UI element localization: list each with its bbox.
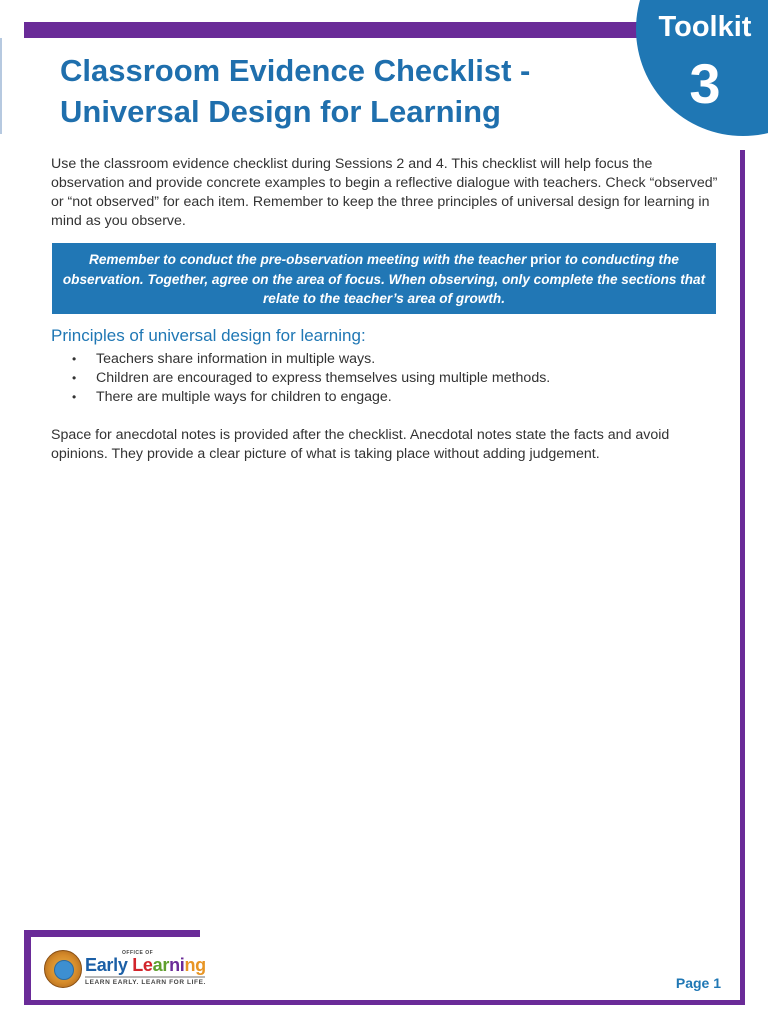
principles-heading: Principles of universal design for learning: [51,326,366,345]
right-border [740,150,745,1005]
logo-word-early: Early [85,955,133,975]
left-margin-rule [0,38,2,134]
logo-word-part: Le [132,955,153,975]
list-item [51,388,711,407]
logo-word-part: ar [152,955,170,975]
logo-word-part: ni [169,955,185,975]
page-title-line-2: Universal Design for Learning [60,94,501,129]
logo-word-part: ng [184,955,206,975]
seal-center [54,960,74,980]
page-number: Page 1 [675,975,721,991]
bottom-border [24,1000,745,1005]
logo-tagline: LEARN EARLY. LEARN FOR LIFE. [85,979,206,986]
footer-frame-top [24,930,200,937]
principles-list [51,350,711,407]
bullet-icon: • [72,352,77,366]
logo-rule [85,976,205,978]
callout-text-before: Remember to conduct the pre-observation meeting with the teacher [89,252,531,267]
list-item [51,369,711,388]
footer-frame-left [24,930,31,1005]
toolkit-badge-label: Toolkit [658,11,752,43]
toolkit-badge-number: 3 [689,52,721,115]
reminder-callout [52,243,716,314]
page-title-line-1: Classroom Evidence Checklist - [60,53,531,88]
logo-wordmark [85,955,206,975]
list-item-text: Children are encouraged to express themselves using multiple methods. [96,370,551,386]
state-seal-icon [44,950,82,988]
callout-text-after: to conducting the observation. Together, agree on the area of focus. When observing, only complete the sections that relate to the teacher’s area of growth. [62,252,706,306]
page-title [60,50,630,132]
early-learning-logo [44,948,214,992]
intro-paragraph: Use the classroom evidence checklist during Sessions 2 and 4. This checklist will help focus the observation and provide concrete examples to begin a reflective dialogue with teachers. Check “observed” or “not observed” for each item. Remember to keep the three principles of universal design for learning in mind as you observe. [51,156,718,229]
callout-emphasis: prior [530,252,562,267]
bullet-icon: • [72,371,77,385]
bullet-icon: • [72,390,77,404]
list-item-text: Teachers share information in multiple ways. [96,351,376,367]
list-item-text: There are multiple ways for children to engage. [96,389,392,405]
top-accent-bar [24,22,654,38]
notes-paragraph: Space for anecdotal notes is provided after the checklist. Anecdotal notes state the facts and avoid opinions. They provide a clear picture of what is taking place without adding judgement. [51,427,670,462]
list-item [51,350,711,369]
logo-office-text: OFFICE OF [122,950,154,956]
